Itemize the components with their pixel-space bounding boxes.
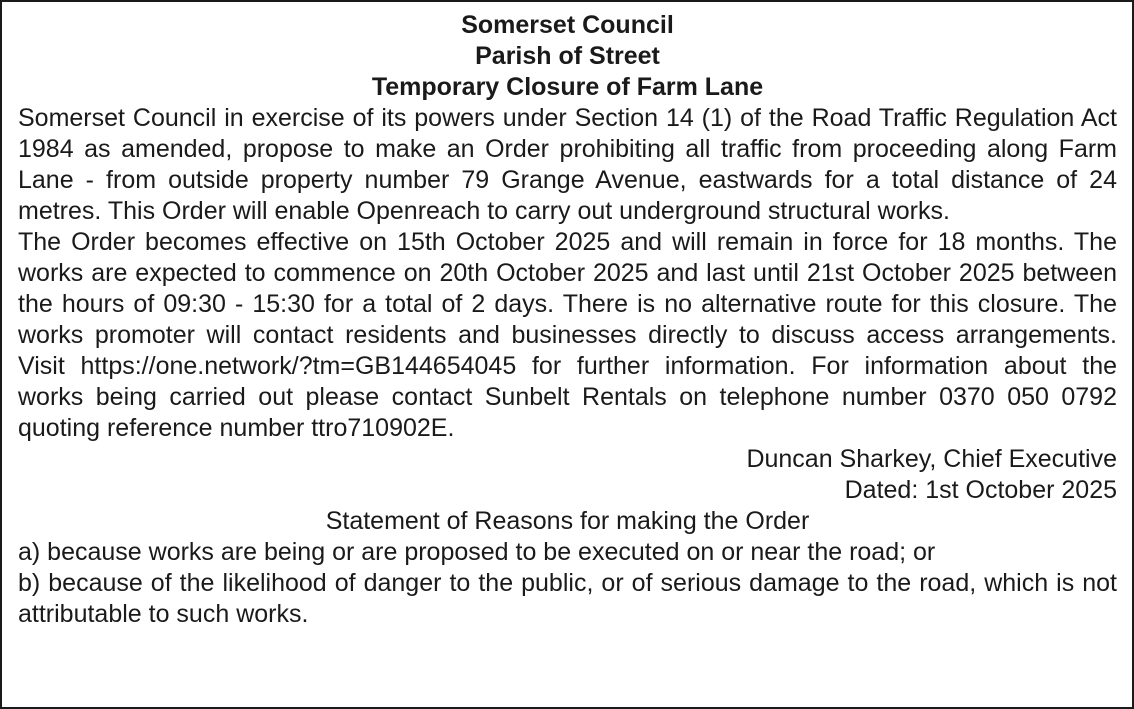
reasons-heading: Statement of Reasons for making the Order <box>325 507 810 535</box>
signatory: Duncan Sharkey, Chief Executive <box>746 445 1117 473</box>
reason-a: a) because works are being or are proposed to be executed on or near the road; or <box>18 538 936 566</box>
order-proposal-paragraph: Somerset Council in exercise of its powers under Section 14 (1) of the Road Traffic Regulation Act 1984 as amended, propose to make an Order prohibiting all traffic from proceeding along Farm Lane - from outside property number 79 Grange Avenue, eastwards for a total distance of 24 metres. This Order will enable Openreach to carry out underground structural works. <box>18 104 1117 225</box>
council-name: Somerset Council <box>461 11 674 39</box>
parish-name: Parish of Street <box>475 42 660 70</box>
order-details-paragraph: The Order becomes effective on 15th October 2025 and will remain in force for 18 months. The works are expected to commence on 20th October 2025 and last until 21st October 2025 between the hours of 09:30 - 15:30 for a total of 2 days. There is no alternative route for this closure. The works promoter will contact residents and businesses directly to discuss access arrangements. Visit https://one.network/?tm=GB144654045 for further information. For information about the works being carried out please contact Sunbelt Rentals on telephone number 0370 050 0792 quoting reference number ttro710902E. <box>18 228 1117 442</box>
reason-b: b) because of the likelihood of danger to the public, or of serious damage to the road, which is not attributable to such works. <box>18 569 1117 628</box>
notice-subject: Temporary Closure of Farm Lane <box>371 73 764 101</box>
dated-line: Dated: 1st October 2025 <box>844 476 1117 504</box>
